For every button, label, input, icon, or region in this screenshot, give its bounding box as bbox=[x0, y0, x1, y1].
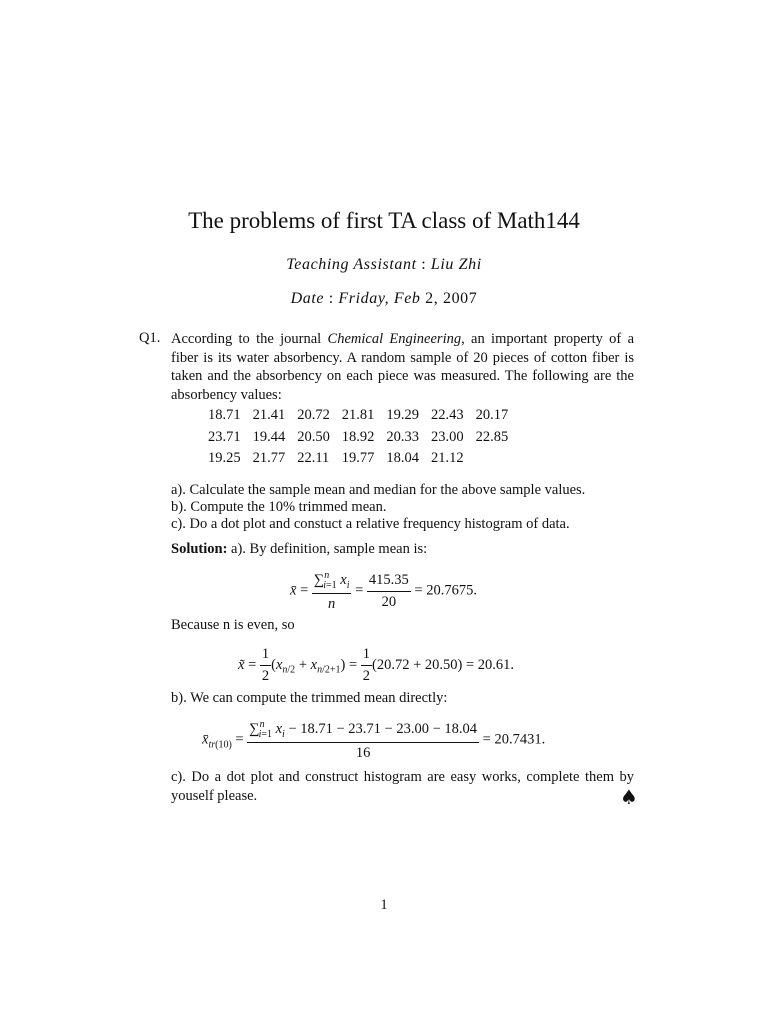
data-value: 23.71 bbox=[208, 429, 241, 445]
date-year: 2007 bbox=[442, 290, 478, 307]
median-intro: Because n is even, so bbox=[171, 617, 295, 633]
data-value: 23.00 bbox=[430, 429, 464, 445]
mean-n-value: 20 bbox=[381, 593, 397, 610]
question-intro-after: , an important property of a fiber is its water absorbency. A random sample of 20 pieces of cotton fiber is taken and the absorbency on each piece was measured. The following are the absorbency values: bbox=[171, 331, 635, 403]
part-c: c). Do a dot plot and constuct a relative frequency histogram of data. bbox=[171, 516, 570, 532]
ta-label: Teaching Assistant bbox=[286, 256, 417, 273]
part-a: a). Calculate the sample mean and median for the above sample values. bbox=[171, 482, 586, 498]
part-b: b). Compute the 10% trimmed mean. bbox=[171, 499, 387, 515]
data-value: 19.44 bbox=[252, 429, 286, 445]
mean-result: = 20.7675. bbox=[414, 582, 477, 599]
median-equation: x̃ = $\frac{1}{2}$ $(x_{n/2} + x_{n/2+1})$ = $\frac{1}{2}$ (20.72 + 20.50) = 20.61. bbox=[238, 646, 515, 684]
data-row-1 bbox=[208, 407, 520, 424]
data-value: 19.77 bbox=[341, 450, 375, 466]
data-value: 22.11 bbox=[297, 450, 330, 466]
trimmed-result: = 20.7431. bbox=[482, 731, 546, 748]
data-value: 21.77 bbox=[252, 450, 286, 466]
mean-sum-value: 415.35 bbox=[367, 572, 411, 592]
date-label: Date bbox=[290, 290, 325, 307]
data-value: 22.43 bbox=[430, 407, 464, 423]
question-label: Q1. bbox=[139, 330, 161, 346]
data-value: 20.50 bbox=[297, 429, 330, 445]
data-value: 21.81 bbox=[341, 407, 375, 423]
part-c-solution: c). Do a dot plot and construct histogram are easy works, complete them by youself please. bbox=[171, 769, 634, 804]
data-value: 18.71 bbox=[208, 407, 241, 423]
data-value: 21.12 bbox=[430, 450, 464, 466]
teaching-assistant-line bbox=[0, 256, 768, 274]
date-day: Friday, bbox=[338, 290, 390, 307]
data-value: 20.17 bbox=[475, 407, 509, 423]
data-row-2 bbox=[208, 429, 520, 446]
date-sep: : bbox=[324, 290, 339, 307]
data-value: 21.41 bbox=[252, 407, 286, 423]
question-intro-before: According to the journal bbox=[171, 331, 328, 347]
data-value: 19.29 bbox=[386, 407, 419, 423]
data-value: 18.92 bbox=[341, 429, 375, 445]
median-values: (20.72 + 20.50) = 20.61. bbox=[372, 656, 515, 673]
journal-name: Chemical Engineering bbox=[327, 331, 462, 347]
ta-sep: : bbox=[416, 256, 431, 273]
data-value: 22.85 bbox=[475, 429, 509, 445]
data-value: 18.04 bbox=[386, 450, 419, 466]
trimmed-mean-equation: $x̄_{tr(10)}$ = $\frac{\sum^n_{i=1} x_i - 18.71 - 23.71 - 23.00 - 18.04}{16}$ = 20.7431. bbox=[202, 719, 546, 761]
solution-label: Solution: bbox=[171, 541, 228, 557]
trimmed-fraction: $\frac{\sum^n_{i=1} x_i - 18.71 - 23.71 - 23.00 - 18.04}{16}$ bbox=[249, 719, 478, 761]
page-title: The problems of first TA class of Math144 bbox=[188, 208, 580, 233]
data-row-3 bbox=[208, 450, 476, 467]
mean-sum-fraction: $\frac{\sum^n_{i=1} x_i}{n}$ bbox=[313, 570, 350, 612]
ta-name: Liu Zhi bbox=[430, 256, 482, 273]
page-number: 1 bbox=[380, 897, 388, 913]
date-line bbox=[0, 290, 768, 308]
data-value: 20.33 bbox=[386, 429, 419, 445]
trimmed-subtractions: − 18.71 − 23.71 − 23.00 − 18.04 bbox=[284, 720, 478, 737]
mean-equation: x̄ = $\frac{\sum^n_{i=1} x_i}{n}$ = $\frac{415.35}{20}$ = 20.7675. bbox=[290, 570, 477, 612]
date-month: Feb bbox=[393, 290, 421, 307]
data-value: 20.72 bbox=[297, 407, 330, 423]
solution-a-intro bbox=[171, 541, 427, 558]
question-intro bbox=[171, 330, 634, 404]
data-value: 19.25 bbox=[208, 450, 241, 466]
mean-value-fraction bbox=[367, 572, 411, 611]
date-day-num: 2, bbox=[425, 290, 439, 307]
part-b-intro: b). We can compute the trimmed mean directly: bbox=[171, 690, 448, 706]
spade-icon: ♠ bbox=[620, 785, 638, 809]
solution-a-text: a). By definition, sample mean is: bbox=[227, 541, 428, 557]
trimmed-denominator: 16 bbox=[355, 744, 371, 761]
